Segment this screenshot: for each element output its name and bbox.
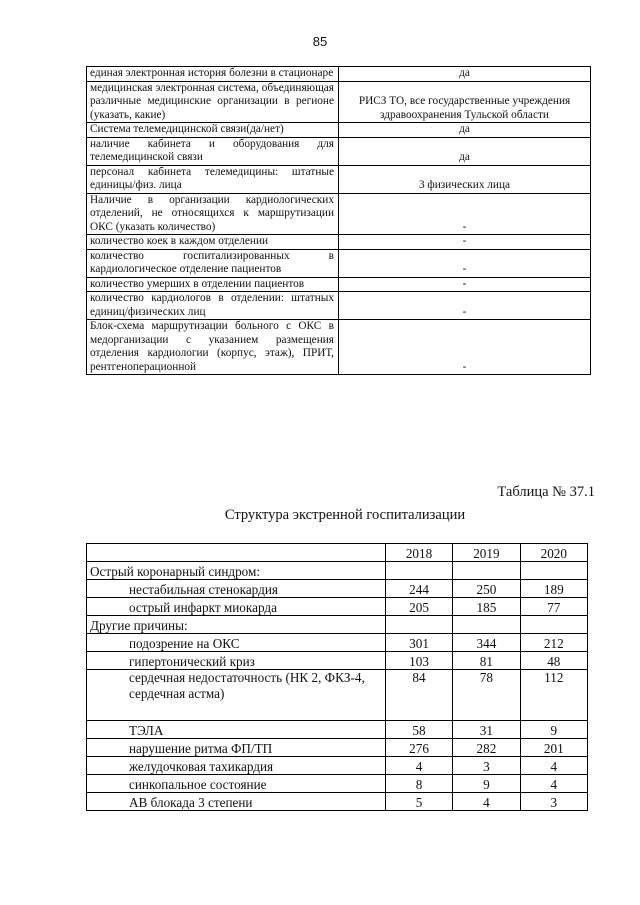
info-value: -	[339, 292, 591, 320]
empty-cell	[520, 562, 587, 580]
info-label: медицинская электронная система, объединяющая различные медицинские организации в регионе (указать, какие)	[87, 81, 339, 123]
empty-cell	[453, 562, 520, 580]
info-row	[87, 123, 591, 138]
header-blank	[87, 544, 386, 562]
year-2020: 2020	[520, 544, 587, 562]
value-cell: 282	[453, 739, 520, 757]
row-label: острый инфаркт миокарда	[87, 598, 386, 616]
row-label: синкопальное состояние	[87, 775, 386, 793]
row-label: желудочковая тахикардия	[87, 757, 386, 775]
value-cell: 185	[453, 598, 520, 616]
info-row	[87, 235, 591, 250]
value-cell: 205	[385, 598, 452, 616]
value-cell: 250	[453, 580, 520, 598]
value-cell: 103	[385, 652, 452, 670]
value-cell: 4	[520, 757, 587, 775]
info-label: количество умерших в отделении пациентов	[87, 277, 339, 292]
info-value: РИСЗ ТО, все государственные учреждения здравоохранения Тульской области	[339, 81, 591, 123]
value-cell: 112	[520, 670, 587, 721]
row-label: сердечная недостаточность (НК 2, ФКЗ-4, сердечная астма)	[87, 670, 386, 721]
value-cell: 84	[385, 670, 452, 721]
empty-cell	[453, 616, 520, 634]
group-label: Острый коронарный синдром:	[87, 562, 386, 580]
value-cell: 212	[520, 634, 587, 652]
info-row	[87, 292, 591, 320]
value-cell: 31	[453, 721, 520, 739]
info-row	[87, 320, 591, 375]
info-label: количество кардиологов в отделении: штатных единиц/физических лиц	[87, 292, 339, 320]
empty-cell	[385, 562, 452, 580]
row-label: АВ блокада 3 степени	[87, 793, 386, 811]
value-cell: 301	[385, 634, 452, 652]
row-label: нарушение ритма ФП/ТП	[87, 739, 386, 757]
empty-cell	[520, 616, 587, 634]
empty-cell	[385, 616, 452, 634]
table-row	[87, 652, 588, 670]
info-label: количество госпитализированных в кардиологическое отделение пациентов	[87, 249, 339, 277]
row-label: нестабильная стенокардия	[87, 580, 386, 598]
row-label: гипертонический криз	[87, 652, 386, 670]
info-label: Система телемедицинской связи(да/нет)	[87, 123, 339, 138]
value-cell: 201	[520, 739, 587, 757]
value-cell: 4	[385, 757, 452, 775]
value-cell: 48	[520, 652, 587, 670]
info-value: да	[339, 137, 591, 165]
info-row	[87, 137, 591, 165]
info-value: 3 физических лица	[339, 165, 591, 193]
info-value: -	[339, 277, 591, 292]
value-cell: 9	[520, 721, 587, 739]
info-value: -	[339, 249, 591, 277]
info-label: количество коек в каждом отделении	[87, 235, 339, 250]
value-cell: 5	[385, 793, 452, 811]
info-label: Наличие в организации кардиологических отделений, не относящихся к маршрутизации ОКС (указать количество)	[87, 193, 339, 235]
table-row	[87, 580, 588, 598]
row-label: ТЭЛА	[87, 721, 386, 739]
table-row	[87, 721, 588, 739]
row-label: подозрение на ОКС	[87, 634, 386, 652]
year-2018: 2018	[385, 544, 452, 562]
info-row	[87, 81, 591, 123]
table-row	[87, 793, 588, 811]
value-cell: 189	[520, 580, 587, 598]
table-row	[87, 757, 588, 775]
table-row	[87, 670, 588, 721]
info-label: единая электронная история болезни в стационаре	[87, 67, 339, 82]
table-number: Таблица № 37.1	[497, 484, 595, 500]
info-row	[87, 277, 591, 292]
value-cell: 81	[453, 652, 520, 670]
value-cell: 276	[385, 739, 452, 757]
header-row	[87, 544, 588, 562]
info-row	[87, 67, 591, 82]
group-label: Другие причины:	[87, 616, 386, 634]
info-row	[87, 249, 591, 277]
table-row	[87, 598, 588, 616]
info-label: персонал кабинета телемедицины: штатные единицы/физ. лица	[87, 165, 339, 193]
info-value: да	[339, 67, 591, 82]
info-table	[86, 66, 591, 375]
group-row-other	[87, 616, 588, 634]
table-row	[87, 634, 588, 652]
value-cell: 77	[520, 598, 587, 616]
group-row-acs	[87, 562, 588, 580]
value-cell: 8	[385, 775, 452, 793]
info-value: -	[339, 320, 591, 375]
value-cell: 58	[385, 721, 452, 739]
value-cell: 3	[520, 793, 587, 811]
value-cell: 244	[385, 580, 452, 598]
info-label: наличие кабинета и оборудования для телемедицинской связи	[87, 137, 339, 165]
info-value: да	[339, 123, 591, 138]
value-cell: 9	[453, 775, 520, 793]
info-row	[87, 193, 591, 235]
info-row	[87, 165, 591, 193]
page-number: 85	[312, 34, 328, 49]
info-value: -	[339, 193, 591, 235]
value-cell: 78	[453, 670, 520, 721]
value-cell: 4	[453, 793, 520, 811]
hospitalization-table	[86, 543, 588, 811]
table-row	[87, 775, 588, 793]
table-row	[87, 739, 588, 757]
year-2019: 2019	[453, 544, 520, 562]
value-cell: 4	[520, 775, 587, 793]
value-cell: 3	[453, 757, 520, 775]
table-title: Структура экстренной госпитализации	[224, 507, 466, 523]
info-label: Блок-схема маршрутизации больного с ОКС в медорганизации с указанием размещения отделения кардиологии (корпус, этаж), ПРИТ, рентгеноперационной	[87, 320, 339, 375]
value-cell: 344	[453, 634, 520, 652]
info-value: -	[339, 235, 591, 250]
